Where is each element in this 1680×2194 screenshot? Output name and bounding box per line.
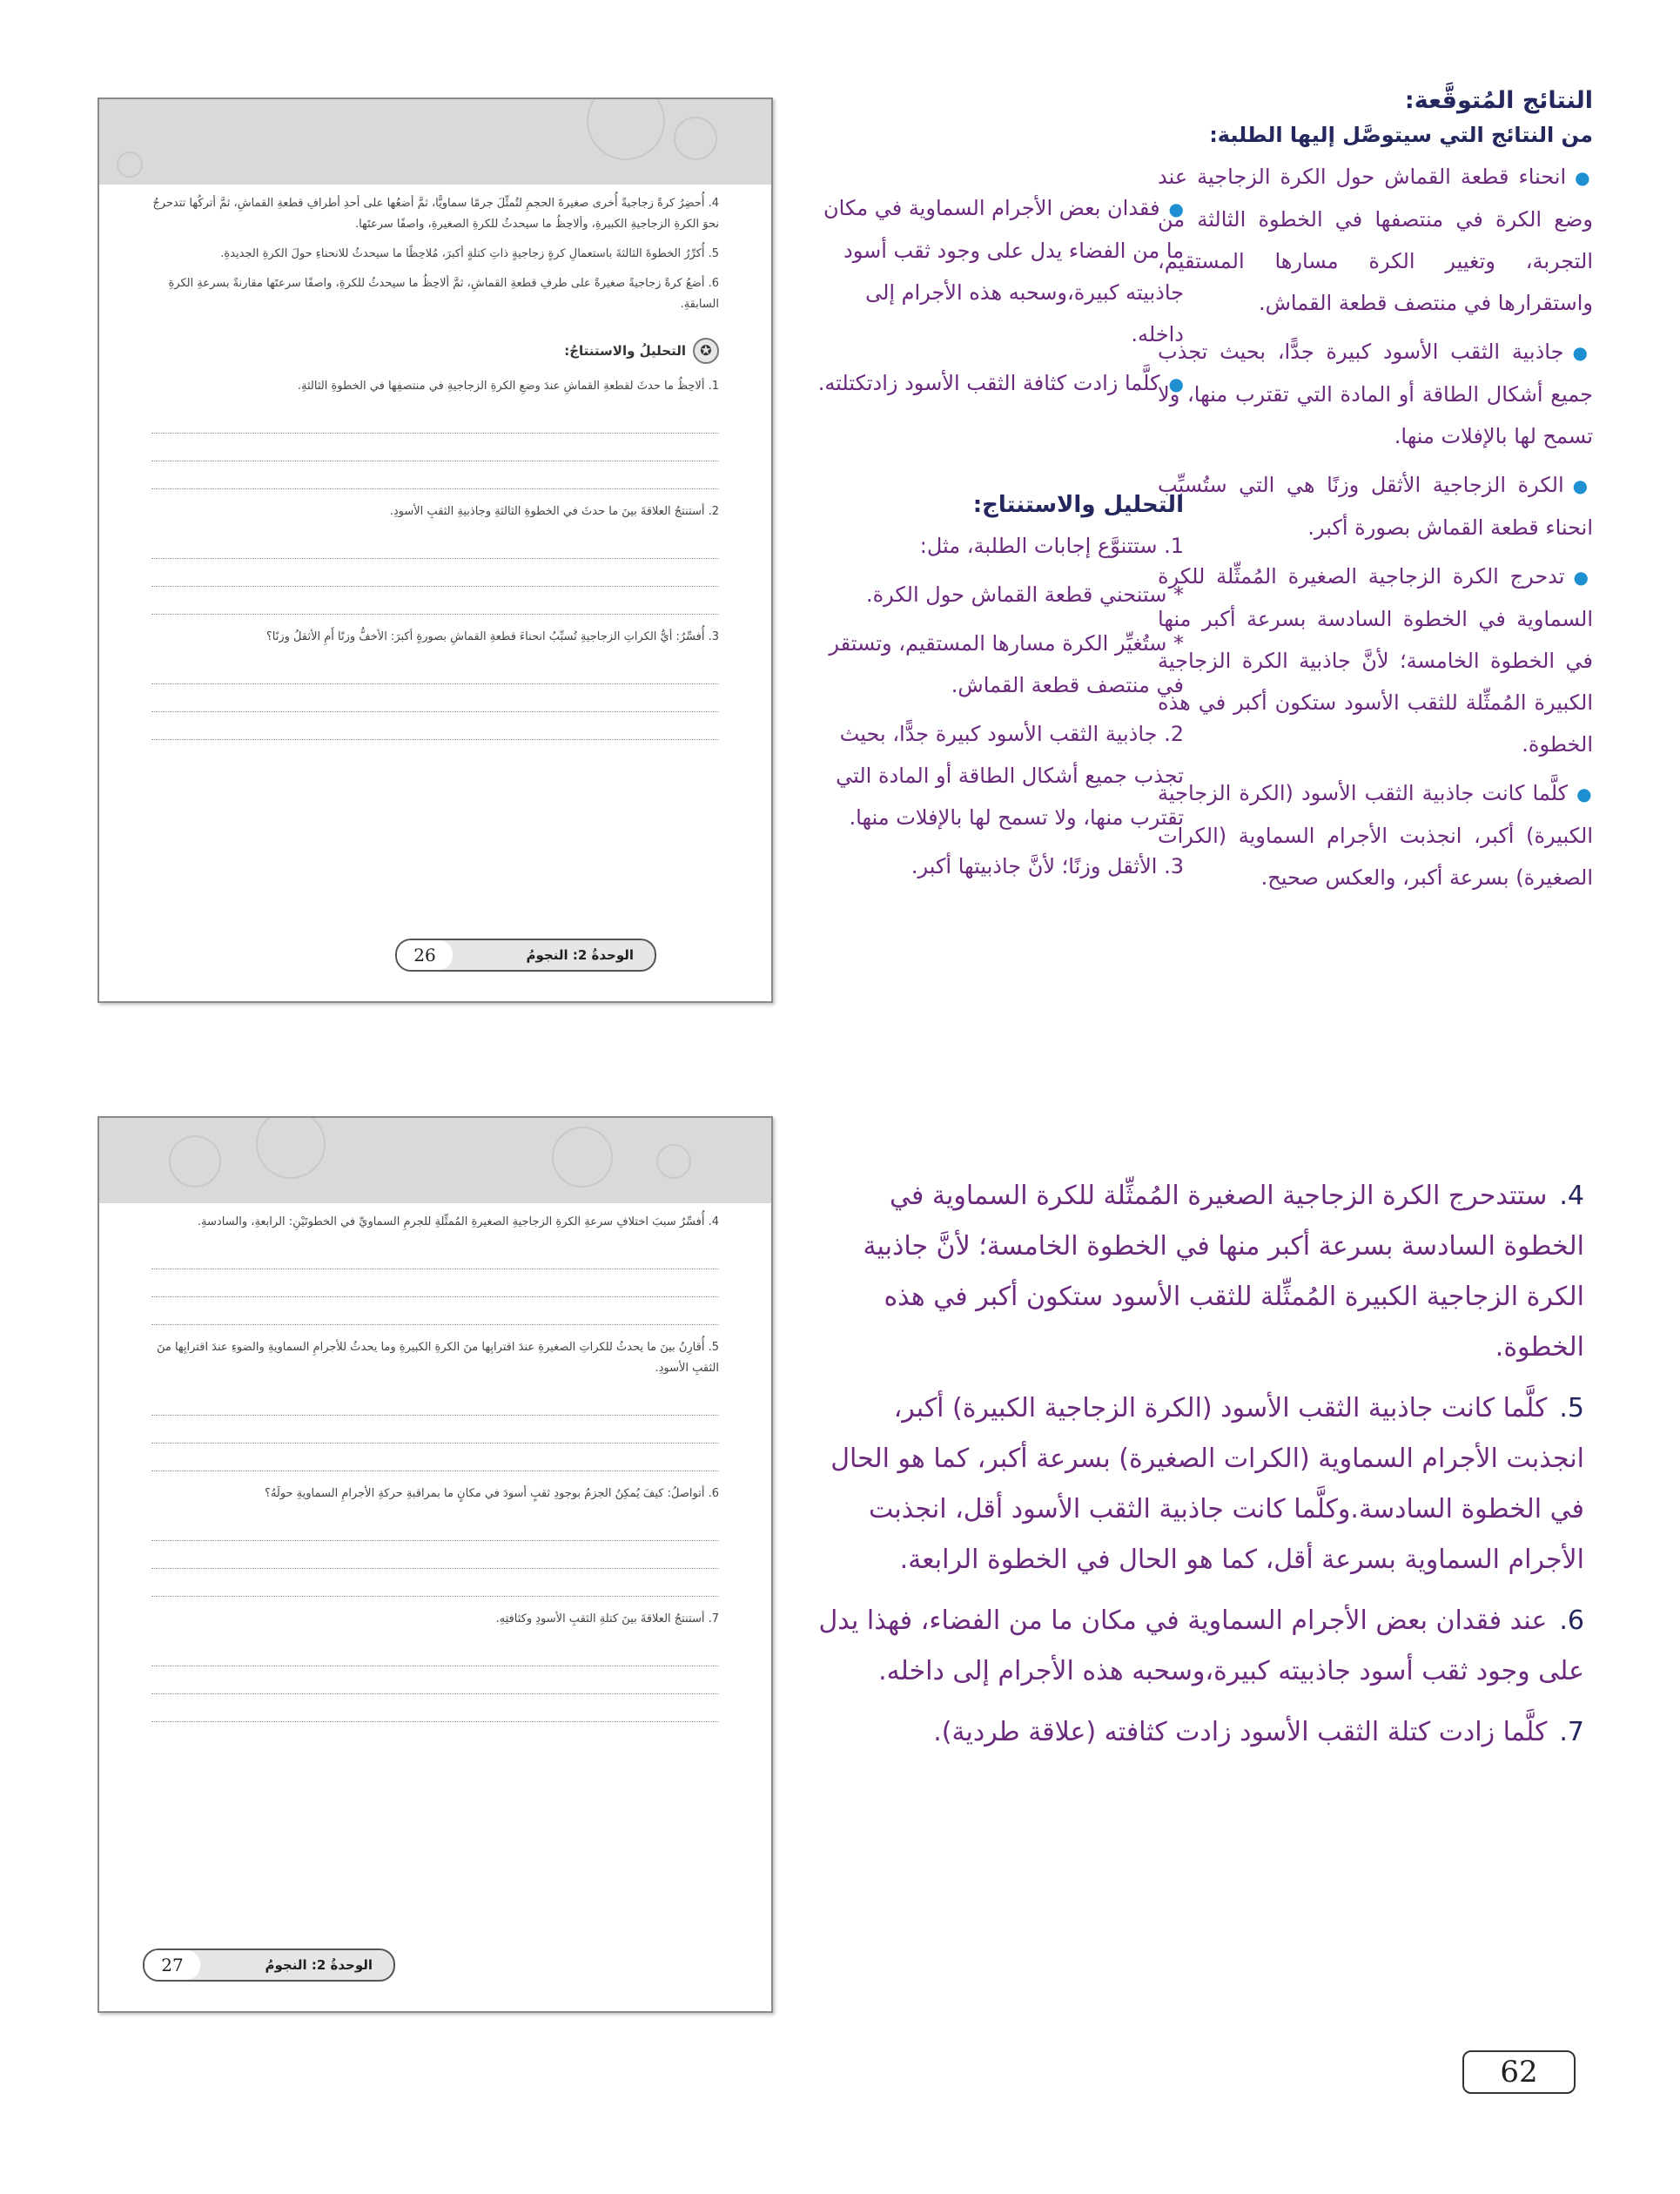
section-heading [151, 338, 719, 364]
answer-number: 7. [1559, 1717, 1584, 1747]
page-header-band [99, 99, 771, 185]
decor-circle-icon [656, 1144, 691, 1179]
answer-lines [151, 1513, 719, 1597]
answer-item [818, 1383, 1584, 1585]
analysis-item: 1. ستتنوَّع إجابات الطلبة، مثل: [919, 534, 1184, 558]
expected-bullet: ● تدحرج الكرة الزجاجية الصغيرة المُمثِّلة للكرة السماوية في الخطوة السادسة بسرعة أكبر منها في الخطوة الخامسة؛ لأنَّ جاذبية الكرة الزجاجية الكبيرة المُمثِّلة للثقب الأسود ستكون أكبر في هذه الخطوة. [1158, 555, 1593, 765]
procedure-step: 6. أضعُ كرةً زجاجيةً صغيرةً على طرفِ قطعةِ القماشِ، ثمَّ ألاحِظُ ما سيحدثُ للكرةِ، واصفًا سرعتَها مقارنةً بسرعةِ الكرةِ السابقةِ. [168, 277, 719, 311]
decor-circle-icon [117, 151, 143, 178]
question: 4. أُفسِّرُ سببَ اختلافِ سرعةِ الكرةِ الزجاجيةِ الصغيرةِ المُمثِّلةِ للجرمِ السماويِّ في الخطوتَيْنِ: الرابعةِ، والسادسةِ. [197, 1215, 719, 1228]
answer-item [818, 1171, 1584, 1373]
decor-circle-icon [587, 99, 665, 160]
page-footer [143, 1948, 395, 1982]
footer-page-number: 26 [397, 940, 453, 970]
answer-lines [151, 656, 719, 740]
question: 3. أُفسِّرُ: أيُّ الكراتِ الزجاجيةِ تُسبِّبُ انحناءَ قطعةِ القماشِ بصورةٍ أكبرَ: الأخفُّ وزنًا أَمِ الأثقلُ وزنًا؟ [265, 630, 719, 643]
analysis-item: 2. جاذبية الثقب الأسود كبيرة جدًّا، بحيث تجذب جميع أشكال الطاقة أو المادة التي تقترب منها، ولا تسمح لها بالإفلات منها. [836, 722, 1184, 830]
workbook-page-26 [97, 98, 773, 1003]
question: 2. أستنتجُ العلاقةَ بينَ ما حدثَ في الخطوةِ الثالثةِ وجاذبيةِ الثقبِ الأسودِ. [389, 505, 719, 518]
answer-item [818, 1707, 1584, 1758]
page-number: 62 [1462, 2050, 1576, 2094]
decor-circle-icon [169, 1135, 221, 1188]
decor-circle-icon [674, 117, 717, 160]
answer-lines [151, 1242, 719, 1325]
expected-results-subtitle: من النتائج التي سيتوصَّل إليها الطلبة: [1209, 123, 1593, 147]
expected-bullet: ● كلَّما زادت كثافة الثقب الأسود زادتكتلته. [810, 362, 1184, 405]
procedure-step: 5. أُكرِّرُ الخطوةَ الثالثةَ باستعمالِ كرةٍ زجاجيةٍ ذاتِ كتلةٍ أكبرَ، مُلاحِظًا ما سيحدثُ للانحناءِ حولَ الكرةِ الجديدةِ. [220, 247, 719, 260]
answer-lines [151, 1388, 719, 1471]
answer-lines [151, 1639, 719, 1722]
expected-bullet: ● الكرة الزجاجية الأثقل وزنًا هي التي ستُسبِّب انحناء قطعة القماش بصورة أكبر. [1158, 464, 1593, 548]
brain-icon: ✪ [693, 338, 719, 364]
answer-text: عند فقدان بعض الأجرام السماوية في مكان ما من الفضاء، فهذا يدل على وجود ثقب أسود جاذبيته كبيرة،وسحبه هذه الأجرام إلى داخله. [818, 1605, 1584, 1686]
expected-bullet: ● جاذبية الثقب الأسود كبيرة جدًّا، بحيث تجذب جميع أشكال الطاقة أو المادة التي تقترب منها، ولا تسمح لها بالإفلات منها. [1158, 331, 1593, 457]
expected-bullet: ● انحناء قطعة القماش حول الكرة الزجاجية عند وضع الكرة في منتصفها في الخطوة الثالثة من التجربة، وتغيير الكرة مسارها المستقيم، واستقرارها في منتصف قطعة القماش. [1158, 156, 1593, 324]
analysis-item: 3. الأثقل وزنًا؛ لأنَّ جاذبيتها أكبر. [911, 854, 1184, 878]
analysis-item: * ستنحني قطعة القماش حول الكرة. [865, 582, 1184, 607]
section-title: التحليلُ والاستنتاجُ: [564, 343, 686, 359]
answer-lines [151, 531, 719, 615]
answer-lines [151, 406, 719, 489]
question: 5. أُقارِنُ بينَ ما يحدثُ للكراتِ الصغيرةِ عندَ اقترابِها منَ الكرةِ الكبيرةِ وما يحدثُ للأجرامِ السماويةِ والضوءِ عندَ اقترابِها منَ الثقبِ الأسودِ. [156, 1341, 719, 1375]
analysis-title: التحليل والاستنتاج: [972, 492, 1184, 518]
page-footer [395, 939, 656, 972]
question: 1. ألاحِظُ ما حدثَ لقطعةِ القماشِ عندَ وضعِ الكرةِ الزجاجيةِ في منتصفِها في الخطوةِ الثالثةِ. [297, 380, 719, 393]
footer-unit: الوحدةُ 2: النجومُ [526, 947, 634, 963]
expected-bullet: ● كلَّما كانت جاذبية الثقب الأسود (الكرة الزجاجية الكبيرة) أكبر، انجذبت الأجرام السماوية (الكرات الصغيرة) بسرعة أكبر، والعكس صحيح. [1158, 772, 1593, 898]
footer-unit: الوحدةُ 2: النجومُ [265, 1957, 373, 1973]
footer-page-number: 27 [144, 1950, 200, 1980]
workbook-content [99, 185, 771, 740]
answer-number: 5. [1559, 1393, 1584, 1423]
question: 6. أتواصلُ: كيفَ يُمكِنُ الجزمُ بوجودِ ثقبٍ أسودَ في مكانٍ ما بمراقبةِ حركةِ الأجرامِ السماويةِ حولَهُ؟ [264, 1487, 719, 1500]
answer-text: كلَّما كانت جاذبية الثقب الأسود (الكرة الزجاجية الكبيرة) أكبر، انجذبت الأجرام السماوية (الكرات الصغيرة) بسرعة أكبر، كما هو الحال في الخطوة السادسة.وكلَّما كانت جاذبية الثقب الأسود أقل، انجذبت الأجرام السماوية بسرعة أقل، كما هو الحال في الخطوة الرابعة. [830, 1393, 1584, 1575]
answer-item [818, 1596, 1584, 1697]
lower-answers [818, 1171, 1584, 1768]
workbook-page-27 [97, 1116, 773, 2013]
analysis-item: * ستُغيِّر الكرة مسارها المستقيم، وتستقر في منتصف قطعة القماش. [829, 631, 1184, 697]
expected-results-title: النتائج المُتوقَّعة: [1404, 87, 1593, 114]
analysis-column [810, 187, 1184, 894]
workbook-content [99, 1203, 771, 1722]
expected-bullet: ● فقدان بعض الأجرام السماوية في مكان ما من الفضاء يدل على وجود ثقب أسود جاذبيته كبيرة،وسحبه هذه الأجرام إلى داخله. [810, 187, 1184, 355]
page-header-band [99, 1118, 771, 1203]
procedure-step: 4. أُحضِرُ كرةً زجاجيةً أُخرى صغيرةَ الحجمِ لتُمثِّلَ جرمًا سماويًّا، ثمَّ أضعُها على أحدِ أطرافِ قطعةِ القماشِ، ثمَّ أتركُها تتدحرجُ نحوَ الكرةِ الزجاجيةِ الكبيرةِ، وألاحِظُ ما سيحدثُ للكرةِ الصغيرةِ، واصفًا سرعتَها. [152, 197, 719, 231]
expected-results [1158, 87, 1593, 905]
answer-number: 4. [1559, 1181, 1584, 1211]
question: 7. أستنتجُ العلاقةَ بينَ كتلةِ الثقبِ الأسودِ وكثافتِهِ. [495, 1612, 719, 1625]
answer-text: ستتدحرج الكرة الزجاجية الصغيرة المُمثِّلة للكرة السماوية في الخطوة السادسة بسرعة أكبر منها في الخطوة الخامسة؛ لأنَّ جاذبية الكرة الزجاجية الكبيرة المُمثِّلة للثقب الأسود ستكون أكبر في هذه الخطوة. [863, 1181, 1584, 1363]
answer-number: 6. [1559, 1605, 1584, 1636]
decor-circle-icon [256, 1118, 326, 1179]
decor-circle-icon [552, 1127, 613, 1188]
answer-text: كلَّما زادت كتلة الثقب الأسود زادت كثافته (علاقة طردية). [933, 1717, 1548, 1747]
